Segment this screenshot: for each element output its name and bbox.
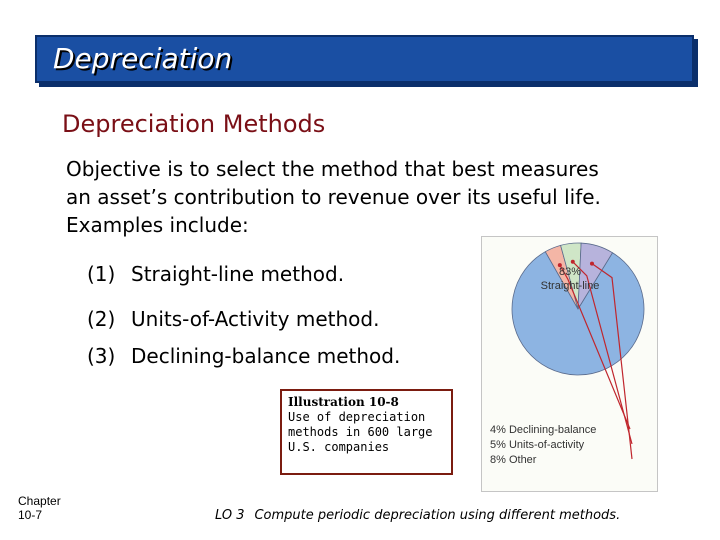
- list-item-label: Straight-line method.: [131, 262, 345, 286]
- slice-percent-label: 83%: [558, 266, 582, 278]
- pie-chart-panel: [481, 236, 658, 492]
- caption-line: methods in 600 large: [288, 425, 433, 439]
- list-item-label: Units-of-Activity method.: [131, 307, 380, 331]
- list-item-number: (3): [87, 344, 116, 368]
- slice-name-label: Straight-line: [540, 280, 600, 292]
- list-item-number: (1): [87, 262, 116, 286]
- learning-objective: [215, 508, 620, 523]
- objective-paragraph: [66, 155, 706, 239]
- list-item: [87, 262, 344, 286]
- chapter-number: 10-7: [18, 508, 43, 522]
- list-item-number: (2): [87, 307, 116, 331]
- paragraph-line: an asset’s contribution to revenue over its useful life.: [66, 185, 601, 209]
- title-bar: [35, 35, 694, 83]
- paragraph-line: Objective is to select the method that best measures: [66, 157, 599, 181]
- lo-text: Compute periodic depreciation using different methods.: [254, 508, 621, 523]
- list-item: [87, 344, 400, 368]
- legend-other: 8% Other: [490, 454, 537, 466]
- legend-units-of-activity: 5% Units-of-activity: [490, 439, 585, 451]
- paragraph-line: Examples include:: [66, 213, 249, 237]
- caption-line: Use of depreciation: [288, 410, 426, 424]
- pie-chart: [482, 237, 657, 491]
- slide-title: Depreciation: [53, 42, 233, 75]
- illustration-caption: [280, 389, 453, 475]
- chapter-line: Chapter: [18, 494, 61, 508]
- list-item-label: Declining-balance method.: [131, 344, 401, 368]
- illustration-title: Illustration 10-8: [288, 395, 399, 409]
- chapter-label: [18, 494, 61, 522]
- list-item: [87, 307, 379, 331]
- caption-line: U.S. companies: [288, 440, 390, 454]
- legend-declining-balance: 4% Declining-balance: [490, 424, 597, 436]
- lo-tag: LO 3: [215, 508, 245, 523]
- section-heading: Depreciation Methods: [62, 110, 326, 138]
